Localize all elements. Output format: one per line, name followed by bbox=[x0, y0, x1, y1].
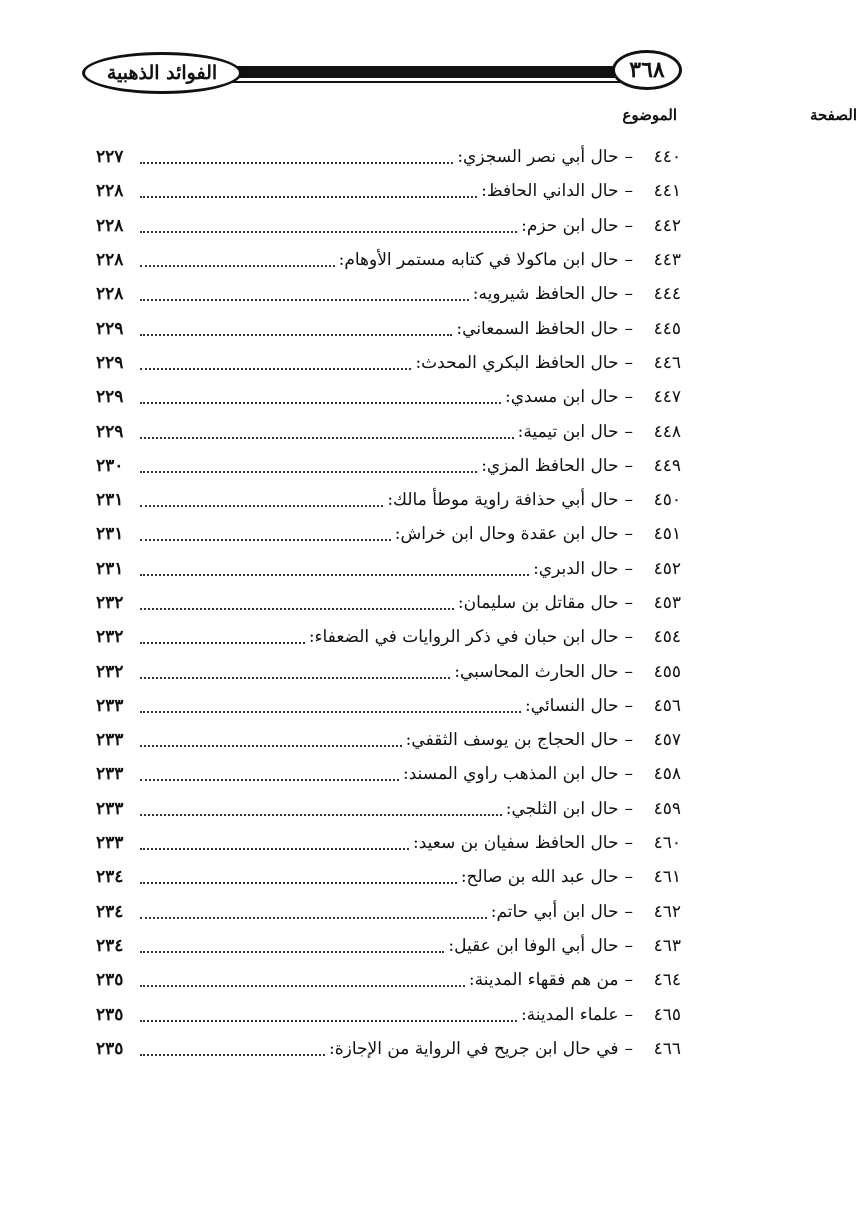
entry-title: حال أبي نصر السجزي: bbox=[457, 147, 619, 168]
entry-dash: – bbox=[624, 1004, 633, 1025]
header-rule-thin bbox=[226, 81, 622, 83]
dot-leader bbox=[140, 572, 529, 576]
entry-page-number: ٢٣١ bbox=[96, 490, 124, 511]
entry-number: ٤٤٤ bbox=[653, 284, 681, 305]
toc-entry bbox=[96, 483, 681, 517]
entry-dash: – bbox=[624, 1038, 633, 1059]
entry-dash: – bbox=[624, 215, 633, 236]
toc-entry bbox=[96, 243, 681, 277]
dot-leader bbox=[140, 709, 521, 713]
entry-number: ٤٥٤ bbox=[653, 627, 681, 648]
dot-leader bbox=[140, 160, 453, 164]
entry-number: ٤٤٨ bbox=[653, 421, 681, 442]
dot-leader bbox=[140, 1052, 325, 1056]
entry-title: علماء المدينة: bbox=[520, 1004, 619, 1025]
toc-entry bbox=[96, 140, 681, 174]
entry-number: ٤٥٧ bbox=[653, 730, 681, 751]
entry-page-number: ٢٣٣ bbox=[96, 833, 124, 854]
entry-title: حال الحارث المحاسبي: bbox=[454, 661, 619, 682]
entry-dash: – bbox=[624, 284, 633, 305]
entry-dash: – bbox=[624, 250, 633, 271]
entry-title: حال ابن حزم: bbox=[521, 215, 619, 236]
entry-title: حال ابن الثلجي: bbox=[505, 798, 619, 819]
entry-dash: – bbox=[624, 935, 633, 956]
entry-page-number: ٢٣١ bbox=[96, 524, 124, 545]
toc-entry bbox=[96, 689, 681, 723]
entry-page-number: ٢٣٥ bbox=[96, 1038, 124, 1059]
dot-leader bbox=[140, 332, 452, 336]
entry-page-number: ٢٢٩ bbox=[96, 421, 124, 442]
entry-title: من هم فقهاء المدينة: bbox=[468, 970, 619, 991]
toc-entry bbox=[96, 380, 681, 414]
entry-dash: – bbox=[624, 387, 633, 408]
entry-title: حال الحافظ شيرويه: bbox=[472, 284, 619, 305]
entry-dash: – bbox=[624, 730, 633, 751]
toc-entry bbox=[96, 552, 681, 586]
entry-number: ٤٥٩ bbox=[653, 798, 681, 819]
entry-number: ٤٤٢ bbox=[653, 215, 681, 236]
toc-entry bbox=[96, 311, 681, 345]
entry-dash: – bbox=[624, 147, 633, 168]
toc-entry bbox=[96, 209, 681, 243]
dot-leader bbox=[140, 606, 454, 610]
toc-entry bbox=[96, 860, 681, 894]
dot-leader bbox=[140, 435, 514, 439]
entry-page-number: ٢٣٣ bbox=[96, 695, 124, 716]
toc-entry bbox=[96, 414, 681, 448]
entry-title: حال ابن تيمية: bbox=[517, 421, 619, 442]
dot-leader bbox=[140, 880, 457, 884]
entry-dash: – bbox=[624, 661, 633, 682]
toc-entry bbox=[96, 895, 681, 929]
entry-dash: – bbox=[624, 764, 633, 785]
entry-title: حال مقاتل بن سليمان: bbox=[457, 593, 619, 613]
dot-leader bbox=[140, 194, 477, 198]
entry-dash: – bbox=[624, 798, 633, 819]
entry-number: ٤٦٥ bbox=[653, 1004, 681, 1025]
topic-column-heading: الموضوع bbox=[622, 106, 677, 124]
dot-leader bbox=[140, 400, 501, 404]
table-of-contents bbox=[96, 140, 681, 1066]
entry-number: ٤٤٦ bbox=[653, 352, 681, 373]
dot-leader bbox=[140, 949, 444, 953]
entry-title: حال ابن ماكولا في كتابه مستمر الأوهام: bbox=[338, 250, 619, 271]
entry-number: ٤٦٠ bbox=[653, 833, 681, 854]
entry-number: ٤٤٣ bbox=[653, 250, 681, 271]
toc-entry bbox=[96, 723, 681, 757]
entry-page-number: ٢٣٥ bbox=[96, 1004, 124, 1025]
dot-leader bbox=[140, 366, 411, 370]
entry-number: ٤٥٦ bbox=[653, 695, 681, 716]
entry-number: ٤٦٦ bbox=[653, 1038, 681, 1059]
dot-leader bbox=[140, 915, 487, 919]
entry-number: ٤٥١ bbox=[653, 524, 681, 545]
toc-entry bbox=[96, 620, 681, 654]
entry-title: حال أبي الوفا ابن عقيل: bbox=[448, 935, 619, 956]
entry-number: ٤٦١ bbox=[653, 867, 681, 888]
page-number: ٣٦٨ bbox=[629, 57, 665, 83]
entry-page-number: ٢٢٨ bbox=[96, 250, 124, 271]
entry-page-number: ٢٣١ bbox=[96, 558, 124, 579]
page-number-badge bbox=[612, 50, 682, 90]
entry-title: حال ابن أبي حاتم: bbox=[490, 901, 619, 922]
entry-page-number: ٢٢٨ bbox=[96, 215, 124, 236]
entry-dash: – bbox=[624, 558, 633, 579]
entry-page-number: ٢٣٥ bbox=[96, 970, 124, 991]
book-title: الفوائد الذهبية bbox=[106, 62, 218, 84]
entry-page-number: ٢٣٣ bbox=[96, 764, 124, 785]
entry-page-number: ٢٣٣ bbox=[96, 798, 124, 819]
entry-page-number: ٢٢٨ bbox=[96, 284, 124, 305]
dot-leader bbox=[140, 503, 383, 507]
entry-page-number: ٢٣٤ bbox=[96, 867, 124, 888]
entry-dash: – bbox=[624, 695, 633, 716]
entry-number: ٤٥٣ bbox=[653, 593, 681, 613]
entry-page-number: ٢٢٧ bbox=[96, 147, 124, 168]
entry-number: ٤٤٧ bbox=[653, 387, 681, 408]
entry-page-number: ٢٢٨ bbox=[96, 181, 124, 202]
entry-title: حال أبي حذافة راوية موطأ مالك: bbox=[387, 490, 619, 511]
entry-dash: – bbox=[624, 455, 633, 476]
dot-leader bbox=[140, 983, 465, 987]
dot-leader bbox=[140, 675, 450, 679]
page-column-heading: الصفحة bbox=[809, 106, 857, 124]
entry-page-number: ٢٣٢ bbox=[96, 593, 124, 613]
dot-leader bbox=[140, 297, 469, 301]
entry-dash: – bbox=[624, 970, 633, 991]
entry-number: ٤٦٢ bbox=[653, 901, 681, 922]
entry-page-number: ٢٣٢ bbox=[96, 627, 124, 648]
entry-page-number: ٢٢٩ bbox=[96, 318, 124, 339]
dot-leader bbox=[140, 1018, 517, 1022]
dot-leader bbox=[140, 812, 502, 816]
entry-title: حال الداني الحافظ: bbox=[481, 181, 619, 202]
entry-page-number: ٢٢٩ bbox=[96, 387, 124, 408]
dot-leader bbox=[140, 263, 335, 267]
entry-dash: – bbox=[624, 352, 633, 373]
entry-number: ٤٥٢ bbox=[653, 558, 681, 579]
entry-title: حال عبد الله بن صالح: bbox=[460, 867, 619, 888]
header-rule bbox=[226, 66, 622, 78]
entry-page-number: ٢٣٢ bbox=[96, 661, 124, 682]
dot-leader bbox=[140, 229, 517, 233]
entry-page-number: ٢٣٣ bbox=[96, 730, 124, 751]
entry-number: ٤٤٥ bbox=[653, 318, 681, 339]
entry-title: حال ابن المذهب راوي المسند: bbox=[403, 764, 619, 785]
entry-title: حال ابن مسدي: bbox=[505, 387, 619, 408]
toc-entry bbox=[96, 757, 681, 791]
toc-entry bbox=[96, 792, 681, 826]
toc-entry bbox=[96, 963, 681, 997]
entry-dash: – bbox=[624, 318, 633, 339]
entry-dash: – bbox=[624, 490, 633, 511]
entry-title: حال الحافظ السمعاني: bbox=[456, 318, 619, 339]
toc-entry bbox=[96, 826, 681, 860]
toc-entry bbox=[96, 929, 681, 963]
toc-entry bbox=[96, 346, 681, 380]
entry-page-number: ٢٣٤ bbox=[96, 901, 124, 922]
entry-number: ٤٥٠ bbox=[653, 490, 681, 511]
toc-entry bbox=[96, 997, 681, 1031]
entry-title: حال النسائي: bbox=[525, 695, 619, 716]
toc-entry bbox=[96, 517, 681, 551]
entry-number: ٤٦٣ bbox=[653, 935, 681, 956]
entry-dash: – bbox=[624, 867, 633, 888]
entry-number: ٤٦٤ bbox=[653, 970, 681, 991]
dot-leader bbox=[140, 743, 402, 747]
toc-entry bbox=[96, 1032, 681, 1066]
toc-entry bbox=[96, 586, 681, 620]
dot-leader bbox=[140, 777, 399, 781]
entry-title: حال الحافظ المزي: bbox=[481, 455, 619, 476]
entry-number: ٤٤١ bbox=[653, 181, 681, 202]
entry-number: ٤٥٥ bbox=[653, 661, 681, 682]
entry-page-number: ٢٣٤ bbox=[96, 935, 124, 956]
entry-page-number: ٢٣٠ bbox=[96, 455, 124, 476]
entry-title: حال ابن حبان في ذكر الروايات في الضعفاء: bbox=[308, 627, 619, 648]
entry-title: حال الحافظ سفيان بن سعيد: bbox=[412, 833, 619, 854]
entry-dash: – bbox=[624, 181, 633, 202]
dot-leader bbox=[140, 640, 305, 644]
toc-entry bbox=[96, 449, 681, 483]
entry-title: في حال ابن جريح في الرواية من الإجازة: bbox=[328, 1038, 619, 1059]
entry-dash: – bbox=[624, 524, 633, 545]
toc-entry bbox=[96, 277, 681, 311]
entry-dash: – bbox=[624, 833, 633, 854]
book-title-oval bbox=[82, 52, 242, 94]
entry-title: حال الدبري: bbox=[533, 558, 619, 579]
entry-dash: – bbox=[624, 421, 633, 442]
dot-leader bbox=[140, 537, 391, 541]
dot-leader bbox=[140, 469, 477, 473]
toc-entry bbox=[96, 174, 681, 208]
toc-entry bbox=[96, 654, 681, 688]
page-header bbox=[76, 50, 682, 102]
entry-title: حال ابن عقدة وحال ابن خراش: bbox=[394, 524, 619, 545]
entry-number: ٤٥٨ bbox=[653, 764, 681, 785]
entry-dash: – bbox=[624, 627, 633, 648]
entry-number: ٤٤٩ bbox=[653, 455, 681, 476]
entry-page-number: ٢٢٩ bbox=[96, 352, 124, 373]
dot-leader bbox=[140, 846, 409, 850]
entry-dash: – bbox=[624, 901, 633, 922]
entry-dash: – bbox=[624, 593, 633, 613]
entry-number: ٤٤٠ bbox=[653, 147, 681, 168]
entry-title: حال الحافظ البكري المحدث: bbox=[415, 352, 619, 373]
entry-title: حال الحجاج بن يوسف الثقفي: bbox=[405, 730, 619, 751]
